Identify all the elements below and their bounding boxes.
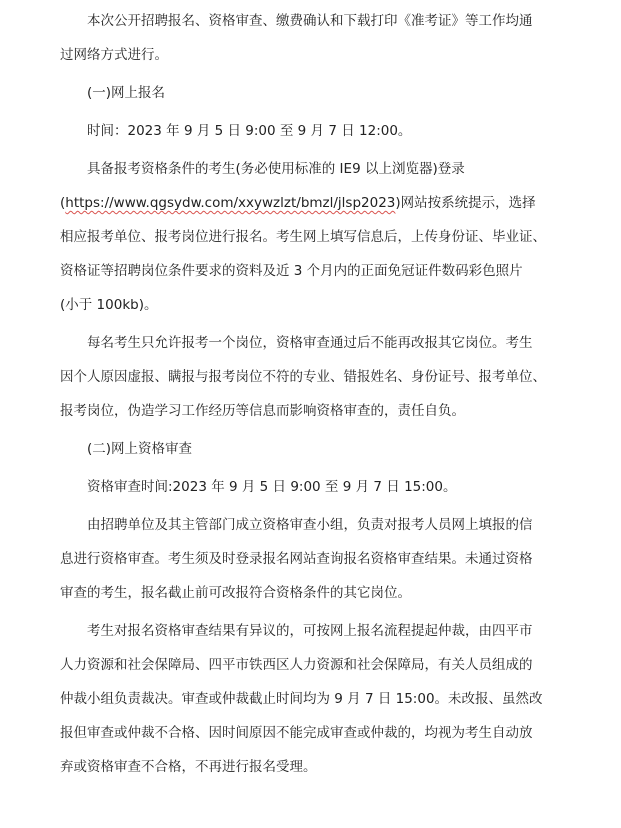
text-line: 考生对报名资格审查结果有异议的，可按网上报名流程提起仲裁，由四平市: [87, 623, 533, 639]
text-line: 审查的考生，报名截止前可改报符合资格条件的其它岗位。: [60, 585, 411, 601]
text-line: 过网络方式进行。: [60, 47, 168, 63]
text-line: 本次公开招聘报名、资格审查、缴费确认和下载打印《准考证》等工作均通: [87, 13, 533, 29]
text-line: 具备报考资格条件的考生(务必使用标准的 IE9 以上浏览器)登录: [87, 161, 465, 177]
text-line-with-url: [60, 186, 580, 220]
text-line: 相应报考单位、报考岗位进行报名。考生网上填写信息后，上传身份证、毕业证、: [60, 229, 546, 245]
text-line: 由招聘单位及其主管部门成立资格审查小组，负责对报考人员网上填报的信: [87, 517, 533, 533]
text-line: 息进行资格审查。考生须及时登录报名网站查询报名资格审查结果。未通过资格: [60, 551, 533, 567]
paragraph-registration-instructions: [60, 152, 580, 322]
review-time: 资格审查时间:2023 年 9 月 5 日 9:00 至 9 月 7 日 15:00。: [87, 479, 457, 495]
text-line: 资格证等招聘岗位条件要求的资料及近 3 个月内的正面免冠证件数码彩色照片: [60, 263, 523, 279]
text-line: 每名考生只允许报考一个岗位，资格审查通过后不能再改报其它岗位。考生: [87, 335, 533, 351]
paragraph-one-position-rule: [60, 326, 580, 428]
text-line: 弃或资格审查不合格，不再进行报名受理。: [60, 759, 317, 775]
text-line: (小于 100kb)。: [60, 297, 158, 313]
text-line: 报但审查或仲裁不合格、因时间原因不能完成审查或仲裁的，均视为考生自动放: [60, 725, 533, 741]
text-segment: )网站按系统提示，选择: [395, 195, 536, 211]
text-line: 仲裁小组负责裁决。审查或仲裁截止时间均为 9 月 7 日 15:00。未改报、虽然改: [60, 691, 543, 707]
paragraph-online-process: [60, 4, 580, 72]
text-line: 人力资源和社会保障局、四平市铁西区人力资源和社会保障局，有关人员组成的: [60, 657, 533, 673]
document-body: [60, 4, 580, 784]
paren-open: (: [60, 195, 66, 211]
paragraph-arbitration: [60, 614, 580, 784]
section-heading-qualification-review: (二)网上资格审查: [87, 441, 193, 457]
text-line: 因个人原因虚报、瞒报与报考岗位不符的专业、错报姓名、身份证号、报考单位、: [60, 369, 546, 385]
registration-time: 时间：2023 年 9 月 5 日 9:00 至 9 月 7 日 12:00。: [87, 123, 412, 139]
paragraph-review-group: [60, 508, 580, 610]
registration-site-link[interactable]: https://www.qgsydw.com/xxywzlzt/bmzl/jlsp2023: [65, 195, 396, 211]
section-heading-online-registration: (一)网上报名: [87, 85, 166, 101]
text-line: 报考岗位，伪造学习工作经历等信息而影响资格审查的，责任自负。: [60, 403, 465, 419]
